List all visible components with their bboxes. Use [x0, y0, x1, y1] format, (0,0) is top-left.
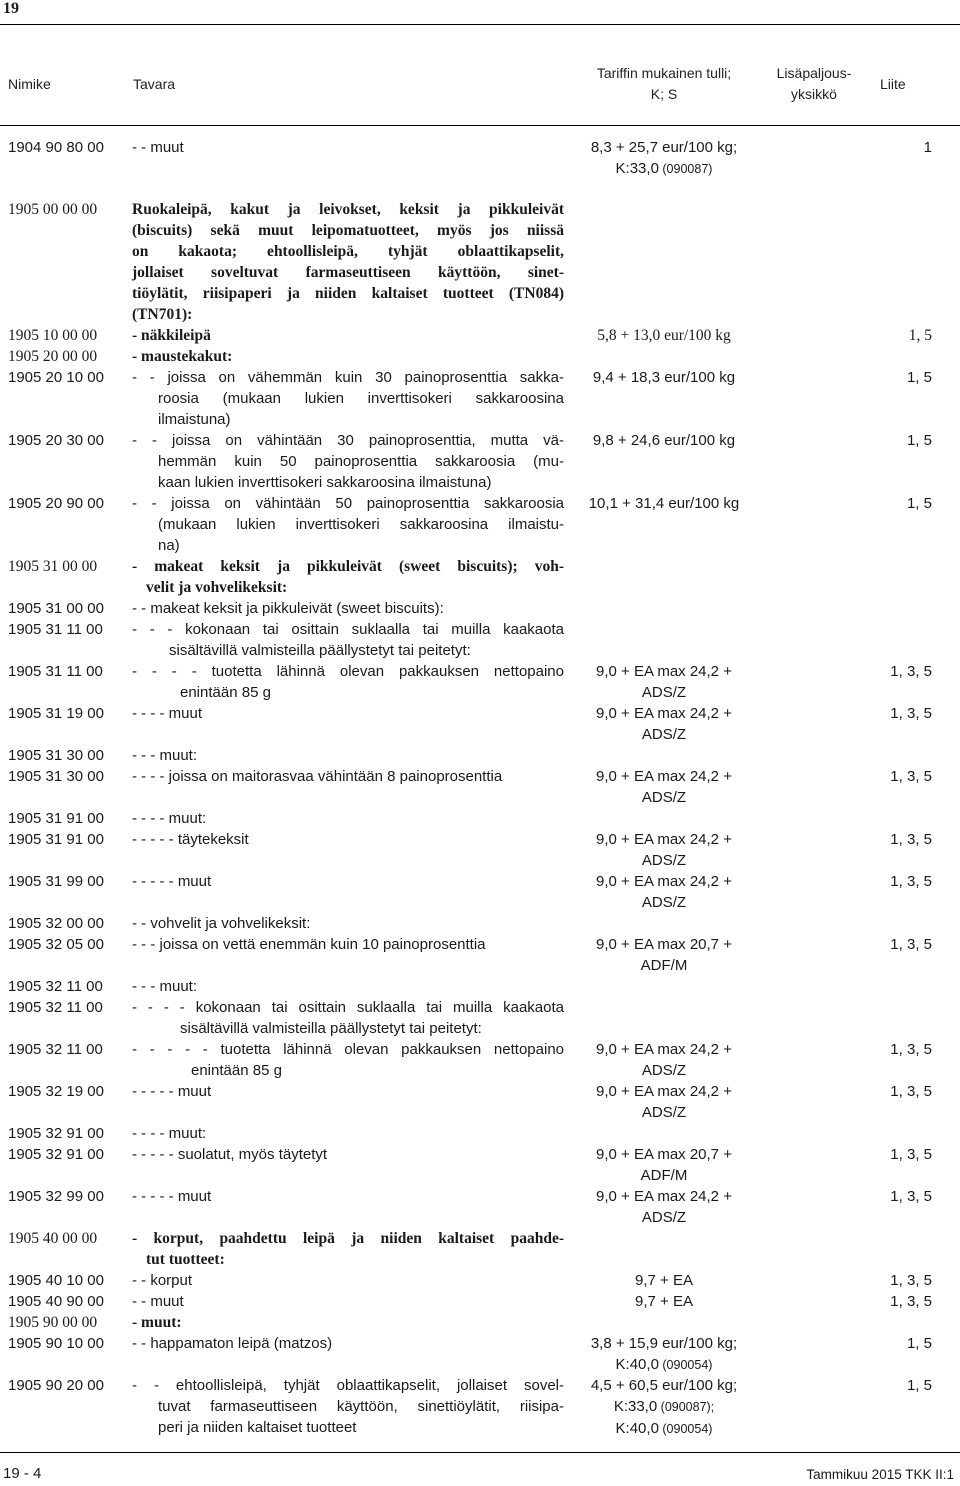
row-description-line: - korput, paahdettu leipä ja niiden kaltaiset paahde-: [132, 1230, 564, 1247]
row-description-line: - - korput: [132, 1272, 193, 1289]
row-liite: 1, 3, 5: [890, 1146, 932, 1163]
row-description-line: enintään 85 g: [180, 684, 271, 701]
table-row: [0, 997, 960, 1039]
header-nimike: Nimike: [8, 76, 51, 92]
row-description-line: - - - - muut:: [132, 1125, 207, 1142]
row-rate-line: 4,5 + 60,5 eur/100 kg;: [590, 1377, 738, 1394]
row-code: 1905 31 91 00: [8, 810, 104, 827]
row-rate: [578, 325, 750, 346]
footer-rule: [0, 1452, 960, 1453]
row-description-line: tiöylätit, riisipaperi ja niiden kaltaiset tuotteet (TN084): [132, 285, 564, 302]
row-rate: [578, 766, 750, 808]
row-description-line: - maustekakut:: [132, 348, 233, 365]
row-liite: 1, 3, 5: [890, 936, 932, 953]
row-code: 1905 20 90 00: [8, 495, 104, 512]
table-row: [0, 1081, 960, 1123]
row-description: [132, 137, 564, 158]
row-rate: [578, 1333, 750, 1376]
row-rate-line: 9,7 + EA: [635, 1293, 693, 1310]
row-rate-line: 9,0 + EA max 24,2 +: [596, 1188, 732, 1205]
row-description: [132, 493, 564, 556]
row-description-line: na): [158, 537, 180, 554]
row-description-line: - - - - muut: [132, 705, 202, 722]
row-liite: 1, 5: [906, 495, 932, 512]
row-description-line: - - makeat keksit ja pikkuleivät (sweet biscuits):: [132, 600, 444, 617]
row-description-line: - - - - muut:: [132, 810, 207, 827]
row-rate-line: 9,8 + 24,6 eur/100 kg: [592, 432, 736, 449]
row-code: 1905 90 10 00: [8, 1335, 104, 1352]
row-rate-ref: (090087): [658, 162, 713, 176]
row-rate: [578, 934, 750, 976]
row-rate-line: ADS/Z: [641, 852, 687, 869]
row-rate: [578, 430, 750, 451]
header-rule: [0, 125, 960, 126]
row-rate-line: K:33,0 (090087);: [613, 1398, 715, 1415]
row-description-line: (TN701):: [132, 306, 193, 323]
row-code: 1905 31 00 00: [8, 558, 98, 575]
row-rate-line: K:40,0 (090054): [615, 1356, 713, 1373]
table-row: [0, 1039, 960, 1081]
row-description: [132, 745, 564, 766]
row-code: 1905 31 19 00: [8, 705, 104, 722]
row-description-line: - - - muut:: [132, 978, 198, 995]
row-description-line: sisältävillä valmisteilla päällystetyt tai peitetyt:: [169, 642, 471, 659]
row-liite: 1, 3, 5: [890, 1041, 932, 1058]
row-description: [132, 934, 564, 955]
row-rate-line: 9,0 + EA max 24,2 +: [596, 663, 732, 680]
row-liite: 1, 3, 5: [890, 1083, 932, 1100]
row-description-line: (mukaan lukien inverttisokeri sakkaroosina ilmaistu-: [158, 516, 564, 533]
table-row: [0, 745, 960, 766]
page-number: 19: [3, 0, 19, 17]
header-lisa-line2: yksikkö: [791, 86, 837, 102]
row-description: [132, 199, 564, 325]
row-rate: [578, 829, 750, 871]
row-description-line: hemmän kuin 50 painoprosenttia sakkaroosia (mu-: [158, 453, 564, 470]
footer-edition: Tammikuu 2015 TKK II:1: [806, 1467, 954, 1482]
row-code: 1905 10 00 00: [8, 327, 98, 344]
row-rate-ref: (090054): [658, 1358, 713, 1372]
row-description: [132, 829, 564, 850]
row-rate: [578, 1039, 750, 1081]
row-rate-line: 9,0 + EA max 24,2 +: [596, 873, 732, 890]
row-description: [132, 1039, 564, 1081]
row-rate-line: 10,1 + 31,4 eur/100 kg: [588, 495, 740, 512]
header-tulli-line1: Tariffin mukainen tulli;: [596, 65, 732, 81]
row-rate-line: 9,7 + EA: [635, 1272, 693, 1289]
row-rate-line: K:33,0 (090087): [615, 160, 713, 177]
row-description: [132, 1228, 564, 1270]
row-code: 1905 20 30 00: [8, 432, 104, 449]
table-row: [0, 871, 960, 913]
table-row: [0, 346, 960, 367]
row-rate: [578, 367, 750, 388]
row-description-line: - - ehtoollisleipä, tyhjät oblaattikapselit, jollaiset sovel-: [132, 1377, 564, 1394]
row-rate: [578, 703, 750, 745]
row-rate-line: ADS/Z: [641, 1104, 687, 1121]
table-row: [0, 556, 960, 598]
table-row: [0, 913, 960, 934]
tariff-table: [0, 137, 960, 1438]
row-code: 1905 31 99 00: [8, 873, 104, 890]
table-row: [0, 598, 960, 619]
row-description: [132, 808, 564, 829]
row-description-line: - - - joissa on vettä enemmän kuin 10 painoprosenttia: [132, 936, 486, 953]
table-row: [0, 367, 960, 430]
row-rate: [578, 493, 750, 514]
row-rate-line: 5,8 + 13,0 eur/100 kg: [597, 327, 731, 344]
row-description-line: (biscuits) sekä muut leipomatuotteet, myös jos niissä: [132, 222, 564, 239]
row-description-line: Ruokaleipä, kakut ja leivokset, keksit ja pikkuleivät: [132, 201, 564, 218]
row-description: [132, 1081, 564, 1102]
table-row: [0, 493, 960, 556]
row-description: [132, 1312, 564, 1333]
row-description-line: - - - - - täytekeksit: [132, 831, 249, 848]
row-description: [132, 1186, 564, 1207]
row-description-line: - muut:: [132, 1314, 182, 1331]
row-code: 1905 90 20 00: [8, 1377, 104, 1394]
table-row: [0, 1312, 960, 1333]
row-liite: 1, 3, 5: [890, 1293, 932, 1310]
row-rate: [578, 1375, 750, 1440]
row-code: 1905 32 11 00: [8, 1041, 103, 1058]
row-code: 1905 32 00 00: [8, 915, 104, 932]
row-rate-line: ADF/M: [640, 957, 688, 974]
row-liite: 1, 3, 5: [890, 705, 932, 722]
row-code: 1905 32 99 00: [8, 1188, 104, 1205]
row-description-line: - - joissa on vähintään 50 painoprosenttia sakkaroosia: [132, 495, 564, 512]
row-code: 1905 31 30 00: [8, 747, 104, 764]
row-rate-ref: (090087);: [657, 1400, 715, 1414]
table-row: [0, 703, 960, 745]
row-description-line: - - - - - muut: [132, 1188, 212, 1205]
row-description: [132, 1144, 564, 1165]
table-row: [0, 766, 960, 808]
row-liite: 1: [923, 139, 932, 156]
header-lisapaljousyksikko: [764, 63, 864, 105]
table-row: [0, 137, 960, 179]
row-rate-line: ADF/M: [640, 1167, 688, 1184]
table-row: [0, 1123, 960, 1144]
row-rate-ref: (090054): [658, 1422, 713, 1436]
row-description-line: tuvat farmaseuttiseen käyttöön, sinettiöylätit, riisipa-: [158, 1398, 564, 1415]
row-liite: 1, 3, 5: [890, 831, 932, 848]
row-code: 1904 90 80 00: [8, 139, 104, 156]
row-description-line: tut tuotteet:: [146, 1251, 225, 1268]
row-description-line: - - - - - muut: [132, 873, 212, 890]
row-rate: [578, 1270, 750, 1291]
row-rate-line: ADS/Z: [641, 789, 687, 806]
row-description: [132, 1123, 564, 1144]
row-description: [132, 430, 564, 493]
row-liite: 1, 3, 5: [890, 873, 932, 890]
header-tulli: [578, 63, 750, 105]
row-code: 1905 32 05 00: [8, 936, 104, 953]
row-code: 1905 32 91 00: [8, 1146, 104, 1163]
row-description: [132, 913, 564, 934]
table-row: [0, 976, 960, 997]
row-rate: [578, 137, 750, 180]
table-row: [0, 1270, 960, 1291]
row-code: 1905 20 00 00: [8, 348, 98, 365]
row-liite: 1, 3, 5: [890, 1188, 932, 1205]
row-liite: 1, 5: [906, 1335, 932, 1352]
row-rate: [578, 1144, 750, 1186]
row-description: [132, 1291, 564, 1312]
row-code: 1905 31 30 00: [8, 768, 104, 785]
table-row: [0, 619, 960, 661]
row-description-line: - näkkileipä: [132, 327, 211, 344]
row-description: [132, 1270, 564, 1291]
row-rate-line: 9,0 + EA max 20,7 +: [596, 1146, 732, 1163]
row-description: [132, 661, 564, 703]
row-description-line: - - - - - tuotetta lähinnä olevan pakkauksen nettopaino: [132, 1041, 564, 1058]
footer-page-ref: 19 - 4: [3, 1465, 42, 1482]
table-row: [0, 1186, 960, 1228]
row-code: 1905 40 10 00: [8, 1272, 104, 1289]
row-liite: 1, 5: [906, 1377, 932, 1394]
row-description: [132, 346, 564, 367]
row-rate-line: 9,0 + EA max 24,2 +: [596, 1083, 732, 1100]
row-rate-line: 9,0 + EA max 24,2 +: [596, 831, 732, 848]
row-description-line: sisältävillä valmisteilla päällystetyt tai peitetyt:: [180, 1020, 482, 1037]
table-row: [0, 1144, 960, 1186]
row-description-line: on kakaota; ehtoollisleipä, tyhjät oblaattikapselit,: [132, 243, 564, 260]
row-code: 1905 31 00 00: [8, 600, 104, 617]
table-row: [0, 325, 960, 346]
header-tavara: Tavara: [133, 76, 176, 92]
row-rate-line: ADS/Z: [641, 1209, 687, 1226]
row-rate-line: ADS/Z: [641, 684, 687, 701]
row-description-line: - - muut: [132, 1293, 184, 1310]
row-description: [132, 598, 564, 619]
top-rule: [0, 24, 960, 25]
row-rate: [578, 871, 750, 913]
row-description: [132, 1375, 564, 1438]
row-liite: 1, 5: [906, 369, 932, 386]
row-rate-line: ADS/Z: [641, 1062, 687, 1079]
row-description-line: jollaiset soveltuvat farmaseuttiseen käyttöön, sinet-: [132, 264, 564, 281]
row-description-line: enintään 85 g: [191, 1062, 282, 1079]
row-description-line: kaan lukien inverttisokeri sakkaroosina ilmaistuna): [158, 474, 492, 491]
table-row: [0, 934, 960, 976]
row-description-line: - - joissa on vähintään 30 painoprosenttia, mutta vä-: [132, 432, 564, 449]
row-description: [132, 1333, 564, 1354]
row-liite: 1, 3, 5: [890, 768, 932, 785]
row-description-line: velit ja vohvelikeksit:: [146, 579, 288, 596]
table-row: [0, 808, 960, 829]
header-liite: Liite: [880, 76, 906, 92]
row-rate: [578, 1291, 750, 1312]
row-rate-line: 9,0 + EA max 24,2 +: [596, 1041, 732, 1058]
row-description: [132, 619, 564, 661]
row-code: 1905 31 11 00: [8, 663, 103, 680]
row-rate-line: 9,4 + 18,3 eur/100 kg: [592, 369, 736, 386]
row-description-line: ilmaistuna): [158, 411, 231, 428]
row-code: 1905 31 91 00: [8, 831, 104, 848]
row-description-line: - - - - joissa on maitorasvaa vähintään 8 painoprosenttia: [132, 768, 503, 785]
row-rate-line: 9,0 + EA max 20,7 +: [596, 936, 732, 953]
row-rate-line: 9,0 + EA max 24,2 +: [596, 705, 732, 722]
row-code: 1905 32 11 00: [8, 978, 103, 995]
table-row: [0, 1228, 960, 1270]
row-description-line: - - vohvelit ja vohvelikeksit:: [132, 915, 311, 932]
row-liite: 1, 3, 5: [890, 1272, 932, 1289]
row-description: [132, 997, 564, 1039]
table-row: [0, 1375, 960, 1438]
row-code: 1905 40 00 00: [8, 1230, 98, 1247]
row-code: 1905 20 10 00: [8, 369, 104, 386]
row-description-line: peri ja niiden kaltaiset tuotteet: [158, 1419, 357, 1436]
row-description: [132, 976, 564, 997]
row-description-line: - - - muut:: [132, 747, 198, 764]
row-rate: [578, 1186, 750, 1228]
row-description: [132, 703, 564, 724]
row-code: 1905 32 19 00: [8, 1083, 104, 1100]
row-description-line: - - - - kokonaan tai osittain suklaalla tai muilla kaakaota: [132, 999, 564, 1016]
row-rate-line: 8,3 + 25,7 eur/100 kg;: [590, 139, 738, 156]
row-description: [132, 766, 564, 787]
row-description: [132, 871, 564, 892]
row-rate-line: ADS/Z: [641, 894, 687, 911]
table-row: [0, 1333, 960, 1375]
row-description-line: - - joissa on vähemmän kuin 30 painoprosenttia sakka-: [132, 369, 564, 386]
row-code: 1905 40 90 00: [8, 1293, 104, 1310]
row-code: 1905 90 00 00: [8, 1314, 98, 1331]
row-description-line: - - - - tuotetta lähinnä olevan pakkauksen nettopaino: [132, 663, 564, 680]
row-description: [132, 325, 564, 346]
row-code: 1905 00 00 00: [8, 201, 98, 218]
row-description: [132, 367, 564, 430]
row-liite: 1, 5: [906, 432, 932, 449]
row-rate-line: K:40,0 (090054): [615, 1420, 713, 1437]
header-lisa-line1: Lisäpaljous-: [776, 65, 852, 81]
table-row: [0, 430, 960, 493]
row-liite: 1, 5: [908, 327, 932, 344]
row-code: 1905 32 91 00: [8, 1125, 104, 1142]
row-rate-line: 3,8 + 15,9 eur/100 kg;: [590, 1335, 738, 1352]
table-row: [0, 199, 960, 325]
row-description-line: - - - - - muut: [132, 1083, 212, 1100]
row-rate: [578, 1081, 750, 1123]
row-code: 1905 32 11 00: [8, 999, 103, 1016]
table-row: [0, 1291, 960, 1312]
row-description: [132, 556, 564, 598]
row-code: 1905 31 11 00: [8, 621, 103, 638]
row-description-line: - - - kokonaan tai osittain suklaalla tai muilla kaakaota: [132, 621, 564, 638]
header-tulli-line2: K; S: [650, 86, 678, 102]
row-description-line: - - muut: [132, 139, 184, 156]
row-description-line: roosia (mukaan lukien inverttisokeri sakkaroosina: [158, 390, 564, 407]
row-description-line: - - - - - suolatut, myös täytetyt: [132, 1146, 328, 1163]
table-row: [0, 829, 960, 871]
row-description-line: - - happamaton leipä (matzos): [132, 1335, 333, 1352]
row-description-line: - makeat keksit ja pikkuleivät (sweet biscuits); voh-: [132, 558, 564, 575]
row-rate-line: 9,0 + EA max 24,2 +: [596, 768, 732, 785]
table-row: [0, 661, 960, 703]
row-liite: 1, 3, 5: [890, 663, 932, 680]
row-rate-line: ADS/Z: [641, 726, 687, 743]
row-rate: [578, 661, 750, 703]
